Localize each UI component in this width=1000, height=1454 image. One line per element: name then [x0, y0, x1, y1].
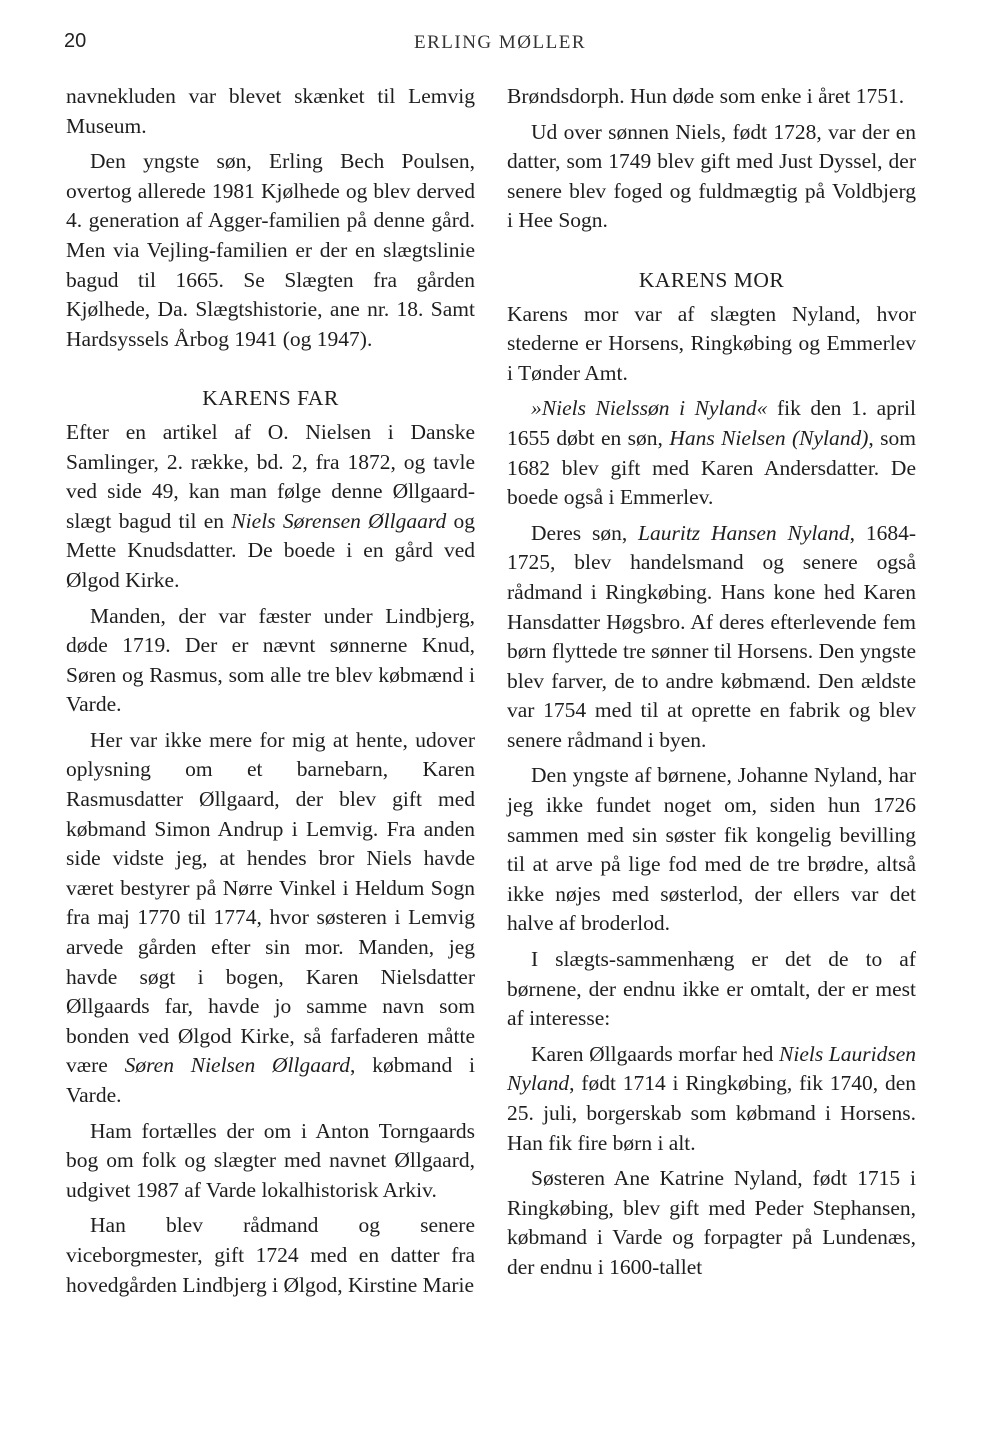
right-column: [507, 82, 916, 1289]
section-heading-karens-mor: KARENS MOR: [638, 267, 785, 292]
paragraph: Den yngste af børnene, Johanne Nyland, har jeg ikke fundet noget om, siden hun 1726 sammen med sin søster fik kongelig bevilling til at arve på lige fod med de tre brødre, altså ikke nøjes med søsterlod, der ellers var det halve af broderlod.: [507, 763, 916, 936]
text-span: , købmand i Varde.: [66, 1053, 475, 1107]
italic-name: »Niels Nielssøn i Nyland«: [531, 396, 768, 421]
paragraph: Brøndsdorph. Hun døde som enke i året 1751.: [507, 84, 905, 108]
paragraph: navnekluden var blevet skænket til Lemvig Museum.: [66, 84, 475, 138]
text-span: , som 1682 blev gift med Karen Andersdatter. De boede også i Emmerlev.: [507, 425, 917, 510]
paragraph: [507, 394, 916, 512]
paragraph: [66, 418, 475, 596]
italic-name: Hans Nielsen (Nyland): [669, 425, 869, 450]
text-span: , 1684-1725, blev handelsmand og senere også rådmand i Ringkøbing. Hans kone hed Karen Hansdatter Høgsbro. Af deres efterlevende fem børn flyttede tre sønner til Horsens. Den yngste blev farver, de to andre købmænd. Den ældste var 1754 med til at oprette en fabrik og blev senere rådmand i byen.: [507, 520, 916, 752]
paragraph: Ud over sønnen Niels, født 1728, var der en datter, som 1749 blev gift med Just Dyssel, der senere blev foged og fuldmægtig på Voldbjerg i Hee Sogn.: [507, 119, 916, 233]
paragraph: Han blev rådmand og senere viceborgmester, gift 1724 med en datter fra hovedgården Lindbjerg i Ølgod, Kirstine Marie: [66, 1213, 475, 1297]
italic-name: Lauritz Hansen Nyland: [638, 520, 850, 545]
text-span: Efter en artikel af O. Nielsen i Danske Samlinger, 2. række, bd. 2, fra 1872, og tavle ved side 49, kan man følge denne Øllgaard-slægt bagud til en: [66, 419, 475, 533]
italic-name: Niels Sørensen Øllgaard: [231, 508, 447, 533]
text-span: fik den 1. april 1655 døbt en søn,: [507, 396, 917, 450]
paragraph: Ham fortælles der om i Anton Torngaards bog om folk og slægter med navnet Øllgaard, udgivet 1987 af Varde lokalhistorisk Arkiv.: [66, 1118, 475, 1202]
paragraph: Karens mor var af slægten Nyland, hvor stederne er Horsens, Ringkøbing og Emmerlev i Tønder Amt.: [507, 301, 916, 385]
text-span: og Mette Knudsdatter. De boede i en gård ved Ølgod Kirke.: [66, 508, 475, 592]
running-head: ERLING MØLLER: [413, 32, 586, 53]
italic-name: Søren Nielsen Øllgaard: [124, 1053, 351, 1078]
paragraph: [507, 519, 916, 756]
paragraph: Manden, der var fæster under Lindbjerg, døde 1719. Der er nævnt sønnerne Knud, Søren og Rasmus, som alle tre blev købmænd i Varde.: [66, 603, 475, 717]
paragraph: Den yngste søn, Erling Bech Poulsen, overtog allerede 1981 Kjølhede og blev derved 4. generation af Agger-familien på denne gård. Men via Vejling-familien er der en slægtslinie bagud til 1665. Se Slægten fra gården Kjølhede, Da. Slægtshistorie, ane nr. 18. Samt Hardsyssels Årbog 1941 (og 1947).: [66, 149, 475, 351]
paragraph: Søsteren Ane Katrine Nyland, født 1715 i Ringkøbing, blev gift med Peder Stephansen, købmand i Varde og forpagter på Lundenæs, der endnu i 1600-tallet: [507, 1166, 916, 1279]
section-heading-karens-far: KARENS FAR: [202, 386, 339, 411]
text-span: , født 1714 i Ringkøbing, fik 1740, den 25. juli, borgerskab som købmand i Horsens. Han fik fire børn i alt.: [507, 1071, 916, 1155]
text-span: Deres søn,: [531, 520, 639, 545]
page-number: 20: [64, 30, 87, 52]
text-span: Karen Øllgaards morfar hed: [531, 1041, 779, 1066]
left-column: [66, 82, 475, 1306]
paragraph: I slægts-sammenhæng er det de to af børnene, der endnu ikke er omtalt, der er mest af interesse:: [507, 947, 916, 1031]
text-span: Her var ikke mere for mig at hente, udover oplysning om et barnebarn, Karen Rasmusdatter Øllgaard, der blev gift med købmand Simon Andrup i Lemvig. Fra anden side vidste jeg, at hendes bror Niels havde været bestyrer på Nørre Vinkel i Heldum Sogn fra maj 1770 til 1774, hvor søsteren i Lemvig arvede gården efter sin mor. Manden, jeg havde søgt i bogen, Karen Nielsdatter Øllgaards far, havde jo samme navn som bonden ved Ølgod Kirke, så farfaderen måtte være: [66, 727, 475, 1078]
paragraph: [66, 726, 475, 1111]
italic-name: Niels Lauridsen Nyland: [507, 1041, 916, 1096]
paragraph: [507, 1040, 916, 1158]
